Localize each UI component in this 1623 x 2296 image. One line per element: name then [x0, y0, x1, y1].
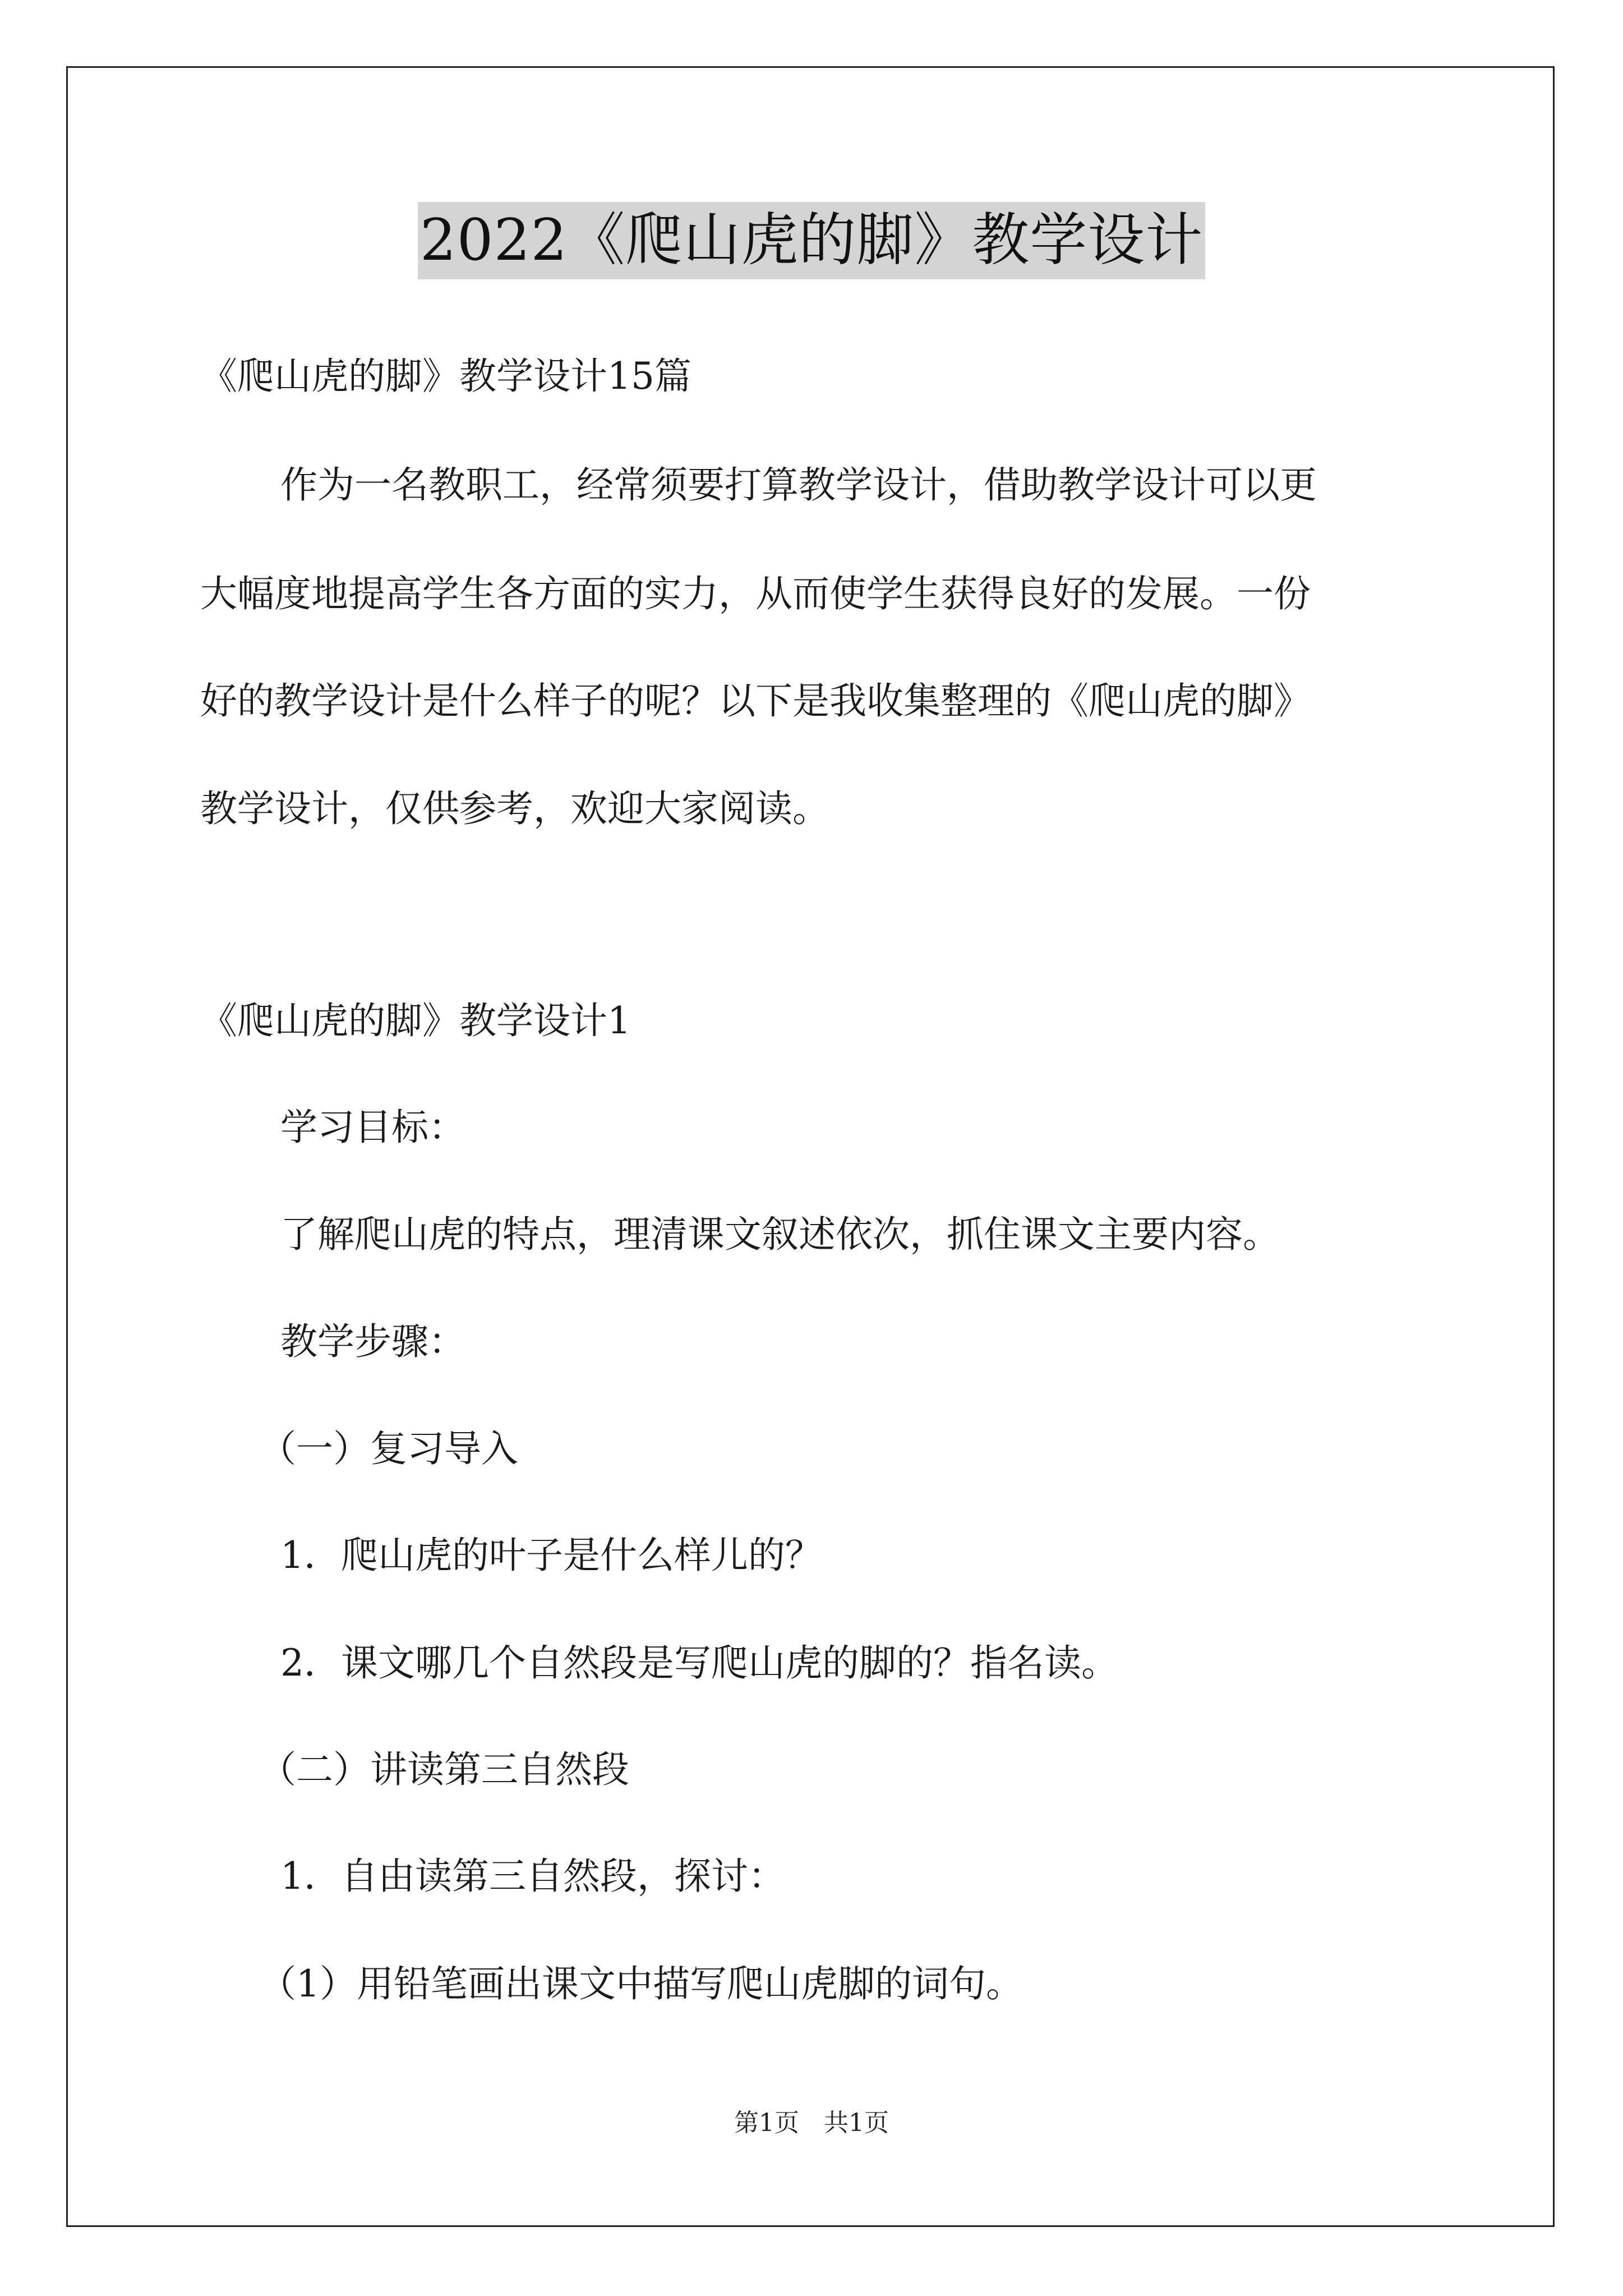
intro-line-3: 好的教学设计是什么样子的呢？以下是我收集整理的《爬山虎的脚》: [200, 679, 1311, 723]
goal-label: 学习目标：: [280, 1106, 465, 1149]
step2-sub-item-1: （1）用铅笔画出课文中描写爬山虎脚的词句。: [259, 1962, 1023, 2005]
step1-question-1: 1．爬山虎的叶子是什么样儿的？: [280, 1534, 822, 1577]
intro-line-4: 教学设计，仅供参考，欢迎大家阅读。: [200, 787, 829, 830]
page-footer: [0, 2106, 1623, 2140]
document-title: 2022《爬山虎的脚》教学设计: [418, 202, 1206, 279]
page-number: 第1页 共1页: [734, 2109, 889, 2137]
section-heading: 《爬山虎的脚》教学设计1: [200, 999, 631, 1042]
title-container: [0, 202, 1623, 279]
intro-line-2: 大幅度地提高学生各方面的实力，从而使学生获得良好的发展。一份: [200, 572, 1311, 615]
goal-text: 了解爬山虎的特点，理清课文叙述依次，抓住课文主要内容。: [280, 1213, 1280, 1256]
document-subtitle: 《爬山虎的脚》教学设计15篇: [200, 355, 691, 398]
intro-line-1: 作为一名教职工，经常须要打算教学设计，借助教学设计可以更: [280, 463, 1317, 507]
step1-heading: （一）复习导入: [259, 1427, 518, 1470]
step2-item-1: 1．自由读第三自然段，探讨：: [280, 1855, 785, 1898]
steps-label: 教学步骤：: [280, 1320, 465, 1363]
step2-heading: （二）讲读第三自然段: [259, 1748, 629, 1791]
step1-question-2: 2．课文哪几个自然段是写爬山虎的脚的？指名读。: [280, 1641, 1118, 1685]
